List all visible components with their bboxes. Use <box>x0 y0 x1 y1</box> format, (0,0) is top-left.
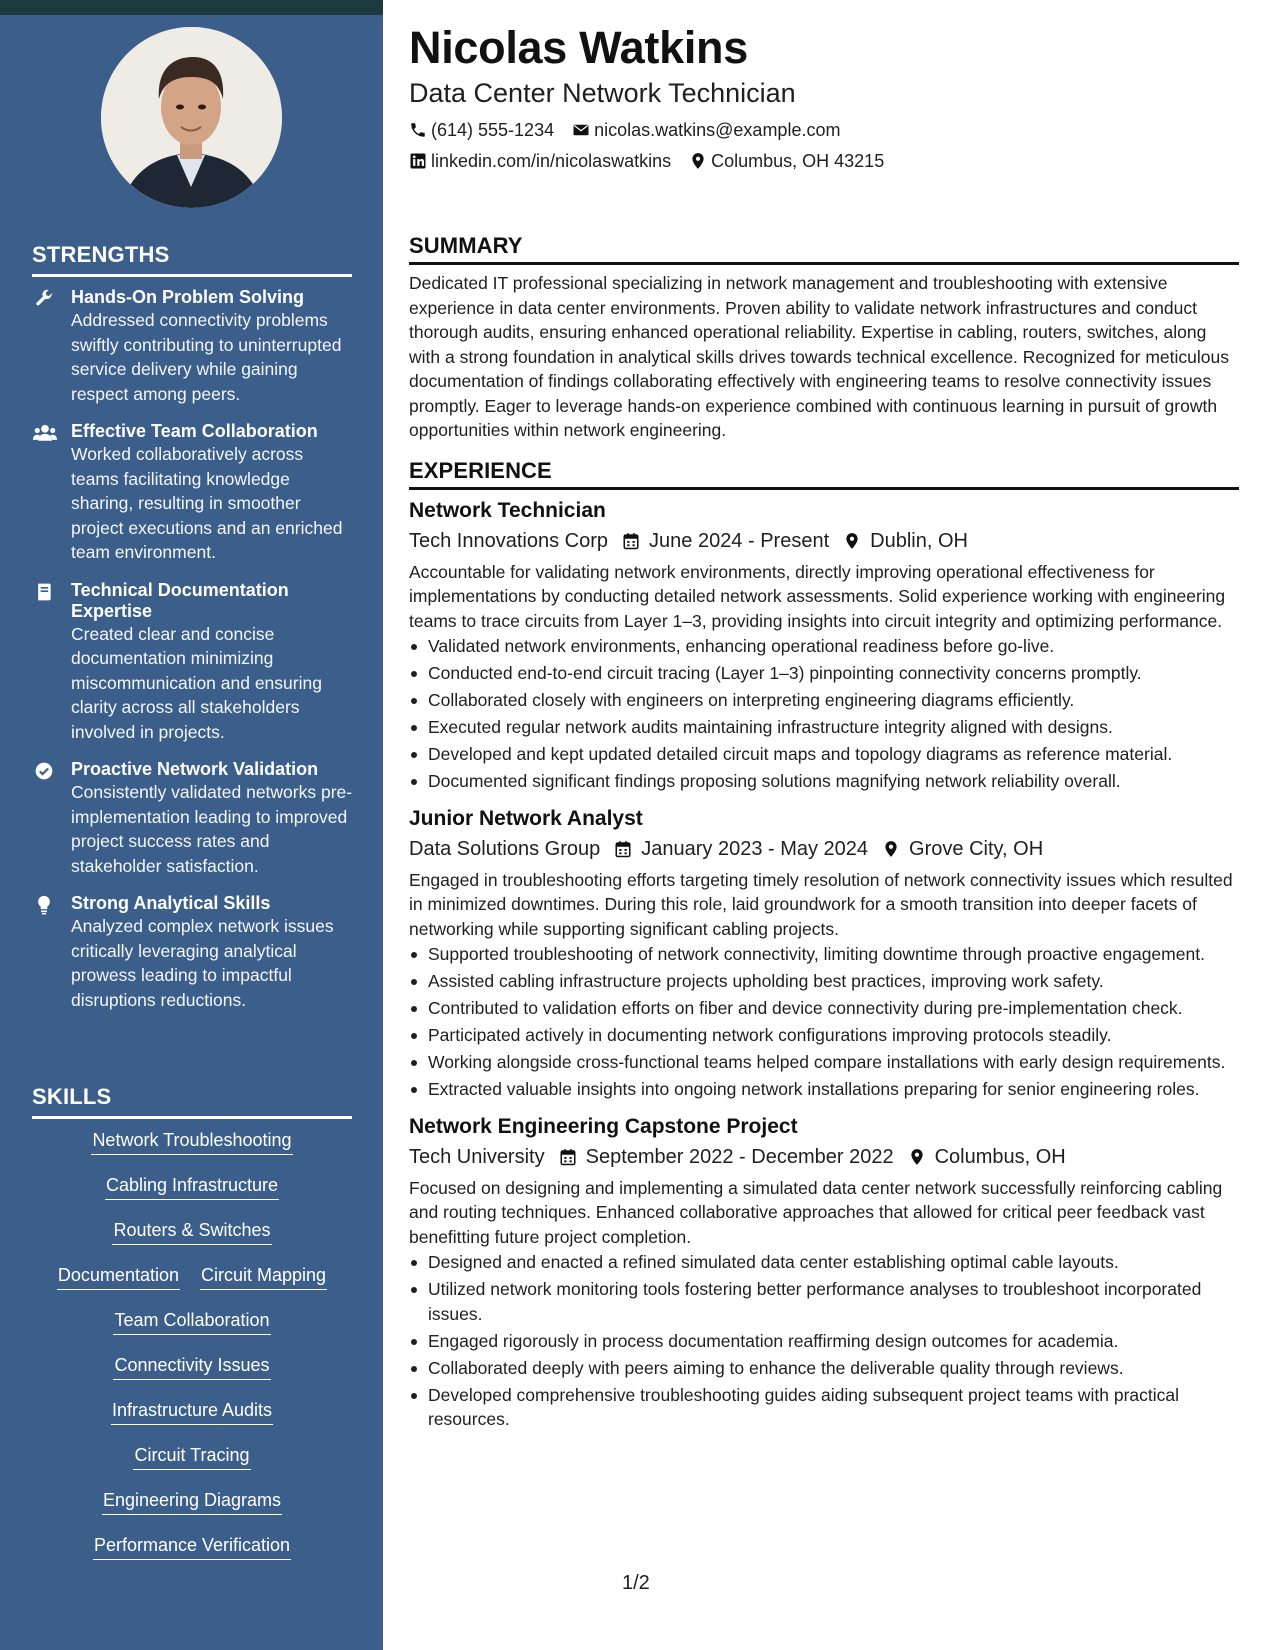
contact-phone[interactable] <box>409 118 554 142</box>
strength-desc: Analyzed complex network issues critically leveraging analytical prowess leading to impactful disruptions reductions. <box>71 916 334 1010</box>
skill-tag: Team Collaboration <box>113 1308 270 1335</box>
list-item: Validated network environments, enhancing operational readiness before go-live. <box>409 634 1239 659</box>
strength-desc: Created clear and concise documentation minimizing miscommunication and ensuring clarity across all stakeholders involved in projects. <box>71 623 322 742</box>
avatar <box>101 27 282 208</box>
strength-title: Effective Team Collaboration <box>71 421 318 441</box>
list-item: Assisted cabling infrastructure projects upholding best practices, improving work safety. <box>409 969 1239 994</box>
skills-list <box>32 1128 352 1578</box>
skill-tag: Documentation <box>57 1263 180 1290</box>
candidate-title: Data Center Network Technician <box>409 78 796 108</box>
phone-icon <box>409 121 427 139</box>
skill-tag: Infrastructure Audits <box>111 1398 273 1425</box>
list-item: Executed regular network audits maintaining infrastructure integrity aligned with designs. <box>409 715 1239 740</box>
strength-item <box>30 580 355 745</box>
skill-tag: Connectivity Issues <box>113 1353 270 1380</box>
skill-tag: Cabling Infrastructure <box>105 1173 279 1200</box>
list-item: Engaged rigorously in process documentation reaffirming design outcomes for academia. <box>409 1329 1239 1354</box>
list-item: Collaborated closely with engineers on interpreting engineering diagrams efficiently. <box>409 688 1239 713</box>
strength-desc: Consistently validated networks pre-implementation leading to improved project success rates and stakeholder satisfaction. <box>71 782 353 876</box>
contact-location <box>689 149 884 173</box>
skills-heading: SKILLS <box>32 1084 352 1119</box>
job-role: Network Technician <box>409 498 606 522</box>
summary-heading: SUMMARY <box>409 233 1239 265</box>
check-circle-icon <box>33 761 55 781</box>
strength-item <box>30 421 355 565</box>
wrench-icon <box>33 289 55 309</box>
list-item: Collaborated deeply with peers aiming to enhance the deliverable quality through reviews. <box>409 1356 1239 1381</box>
strengths-list <box>30 287 355 1027</box>
sidebar-top-band <box>0 0 383 15</box>
list-item: Utilized network monitoring tools fostering better performance analyses to troubleshoot incorporated issues. <box>409 1277 1239 1326</box>
map-pin-icon <box>908 1147 926 1167</box>
list-item: Extracted valuable insights into ongoing network installations preparing for senior engineering roles. <box>409 1077 1239 1102</box>
list-item: Participated actively in documenting network configurations improving protocols steadily. <box>409 1023 1239 1048</box>
job-dates: January 2023 - May 2024 <box>641 837 869 860</box>
calendar-icon <box>614 839 632 859</box>
skill-tag: Performance Verification <box>93 1533 291 1560</box>
job-description: Focused on designing and implementing a simulated data center network successfully reinforcing cabling and routing techniques. Enhanced collaborative approaches that allowed for critical peer feedback vast benefitting future project completion. <box>409 1177 1223 1247</box>
strength-item <box>30 893 355 1012</box>
strength-item <box>30 759 355 878</box>
contact-email[interactable] <box>572 118 840 142</box>
list-item: Documented significant findings proposing solutions magnifying network reliability overall. <box>409 769 1239 794</box>
strength-desc: Worked collaboratively across teams facilitating knowledge sharing, resulting in smoother project executions and an enriched team environment. <box>71 444 343 562</box>
job-entry <box>409 804 1239 1102</box>
job-entry <box>409 496 1239 794</box>
envelope-icon <box>572 121 590 139</box>
strength-title: Proactive Network Validation <box>71 759 319 779</box>
list-item: Developed and kept updated detailed circuit maps and topology diagrams as reference material. <box>409 742 1239 767</box>
skill-tag: Routers & Switches <box>112 1218 271 1245</box>
job-description: Engaged in troubleshooting efforts targeting timely resolution of network connectivity issues which resulted in minimized downtimes. During this role, laid groundwork for a smooth transition into deeper facets of networking while supporting significant cabling projects. <box>409 869 1233 939</box>
job-location: Grove City, OH <box>909 837 1044 860</box>
job-meta <box>409 834 1239 864</box>
linkedin-text: linkedin.com/in/nicolaswatkins <box>431 151 672 171</box>
lightbulb-icon <box>33 895 55 915</box>
list-item: Conducted end-to-end circuit tracing (Layer 1–3) pinpointing connectivity concerns promptly. <box>409 661 1239 686</box>
experience-heading: EXPERIENCE <box>409 458 1239 490</box>
contact-row <box>409 118 1239 142</box>
job-bullets <box>409 634 1239 794</box>
job-company: Tech University <box>409 1145 545 1168</box>
skill-tag: Circuit Tracing <box>133 1443 250 1470</box>
page-number: 1/2 <box>622 1572 650 1594</box>
email-text: nicolas.watkins@example.com <box>594 120 841 140</box>
list-item: Designed and enacted a refined simulated data center establishing optimal cable layouts. <box>409 1250 1239 1275</box>
location-text: Columbus, OH 43215 <box>711 151 885 171</box>
skill-tag: Engineering Diagrams <box>102 1488 282 1515</box>
phone-text: (614) 555-1234 <box>431 120 555 140</box>
list-item: Working alongside cross-functional teams helped compare installations with early design requirements. <box>409 1050 1239 1075</box>
linkedin-icon <box>409 152 427 170</box>
job-bullets <box>409 942 1239 1102</box>
summary-text: Dedicated IT professional specializing in network management and troubleshooting with extensive experience in data center environments. Proven ability to validate network infrastructures and conduct thorough audits, ensuring enhanced operational reliability. Expertise in cabling, routers, switches, along with a strong foundation in analytical skills drives towards technical excellence. Recognized for meticulous documentation of findings collaborating effectively with engineering teams to resolve connectivity issues promptly. Eager to leverage hands-on experience combined with continuous learning in pursuit of growth opportunities within network engineering. <box>409 273 1229 440</box>
calendar-icon <box>622 531 640 551</box>
job-company: Data Solutions Group <box>409 837 601 860</box>
job-description: Accountable for validating network environments, directly improving operational effectiveness for implementations by conducting detailed network assessments. Solid experience working with engineering teams to trace circuits from Layer 1–3, providing insights into circuit integrity and optimizing performance. <box>409 561 1226 631</box>
job-bullets <box>409 1250 1239 1432</box>
strength-item <box>30 287 355 406</box>
contact-row <box>409 149 1239 173</box>
job-entry <box>409 1112 1239 1432</box>
strength-title: Technical Documentation Expertise <box>71 579 289 621</box>
strengths-heading: STRENGTHS <box>32 242 352 277</box>
job-location: Dublin, OH <box>870 529 968 552</box>
strength-desc: Addressed connectivity problems swiftly contributing to uninterrupted service delivery while gaining respect among peers. <box>71 310 342 404</box>
job-location: Columbus, OH <box>934 1145 1066 1168</box>
users-icon <box>33 423 55 443</box>
job-meta <box>409 1142 1239 1172</box>
strength-title: Hands-On Problem Solving <box>71 287 305 307</box>
list-item: Contributed to validation efforts on fiber and device connectivity during pre-implementation check. <box>409 996 1239 1021</box>
skill-tag: Network Troubleshooting <box>91 1128 292 1155</box>
map-pin-icon <box>689 152 707 170</box>
book-icon <box>33 582 55 602</box>
skill-tag: Circuit Mapping <box>200 1263 327 1290</box>
list-item: Developed comprehensive troubleshooting guides aiding subsequent project teams with practical resources. <box>409 1383 1239 1432</box>
job-role: Junior Network Analyst <box>409 806 643 830</box>
candidate-name: Nicolas Watkins <box>409 22 748 73</box>
job-dates: September 2022 - December 2022 <box>585 1145 894 1168</box>
job-company: Tech Innovations Corp <box>409 529 609 552</box>
sidebar <box>0 0 383 1650</box>
list-item: Supported troubleshooting of network connectivity, limiting downtime through proactive engagement. <box>409 942 1239 967</box>
job-role: Network Engineering Capstone Project <box>409 1114 798 1138</box>
job-meta <box>409 526 1239 556</box>
map-pin-icon <box>882 839 900 859</box>
calendar-icon <box>559 1147 577 1167</box>
strength-title: Strong Analytical Skills <box>71 893 271 913</box>
main-content <box>409 20 1239 1434</box>
map-pin-icon <box>843 531 861 551</box>
contact-linkedin[interactable] <box>409 149 671 173</box>
job-dates: June 2024 - Present <box>649 529 830 552</box>
